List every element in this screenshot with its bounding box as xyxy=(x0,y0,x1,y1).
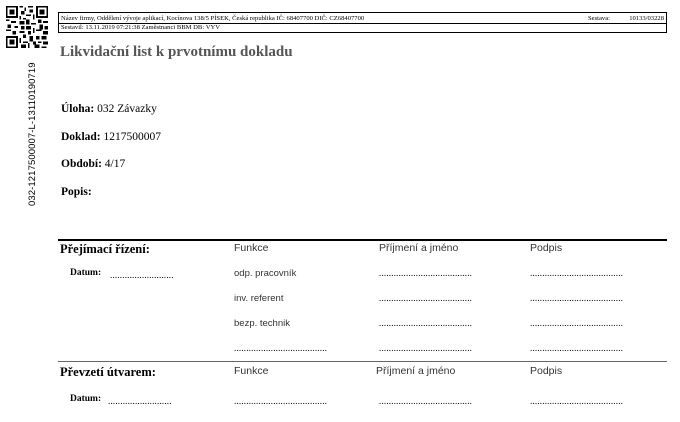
qr-code-icon xyxy=(6,6,48,48)
report-label: Sestava: xyxy=(588,15,610,22)
uloha-label: Úloha: xyxy=(61,103,95,115)
datum-label: Datum: xyxy=(70,394,102,404)
col-podpis: Podpis xyxy=(530,242,563,254)
document-code-text: 032-1217500007-L-13110190719 xyxy=(27,62,38,206)
field-popis xyxy=(61,186,92,198)
name-blank: ...................................... xyxy=(379,396,473,406)
col-podpis: Podpis xyxy=(530,365,563,377)
name-blank: ...................................... xyxy=(379,343,473,353)
col-jmeno: Příjmení a jméno xyxy=(376,365,456,377)
uloha-value: 032 Závazky xyxy=(97,103,157,115)
datum-blank: .......................... xyxy=(108,396,172,406)
datum-blank: .......................... xyxy=(110,270,174,280)
company-info: Název firmy, Oddělení vývoje aplikací, Kocínova 138/5 PÍSEK, Česká republika IČ: 68407700 DIČ: CZ68407700 xyxy=(61,15,365,22)
signature-blank: ...................................... xyxy=(530,318,624,328)
signature-blank: ...................................... xyxy=(530,396,624,406)
section-divider xyxy=(58,361,667,362)
role-inv-referent: inv. referent xyxy=(234,293,284,304)
role-blank: ...................................... xyxy=(234,396,328,406)
name-blank: ...................................... xyxy=(379,318,473,328)
compiled-info: Sestavil: 13.11.2019 07:21:38 Zaměstnanci BBM DB: VYV xyxy=(61,24,220,31)
obdobi-label: Období: xyxy=(61,158,102,170)
datum-label: Datum: xyxy=(70,268,102,278)
field-doklad xyxy=(61,131,161,143)
doklad-value: 1217500007 xyxy=(103,131,161,143)
popis-label: Popis: xyxy=(61,186,92,198)
page-title: Likvidační list k prvotnímu dokladu xyxy=(60,44,293,60)
doklad-label: Doklad: xyxy=(61,131,101,143)
signature-blank: ...................................... xyxy=(530,293,624,303)
field-obdobi xyxy=(61,158,125,170)
col-jmeno: Příjmení a jméno xyxy=(379,242,459,254)
name-blank: ...................................... xyxy=(379,268,473,278)
role-bezp-technik: bezp. technik xyxy=(234,318,290,329)
section-prevzeti-title: Převzetí útvarem: xyxy=(60,365,156,379)
field-uloha xyxy=(61,103,157,115)
obdobi-value: 4/17 xyxy=(104,158,126,170)
section-prejimaci-title: Přejímací řízení: xyxy=(60,242,150,256)
report-header-box xyxy=(58,12,667,33)
role-blank: ...................................... xyxy=(234,343,328,353)
col-funkce: Funkce xyxy=(234,365,269,377)
section-divider xyxy=(58,239,667,241)
col-funkce: Funkce xyxy=(234,242,269,254)
report-number: 10133/03228 xyxy=(629,15,664,22)
role-odp-pracovnik: odp. pracovník xyxy=(234,268,297,279)
signature-blank: ...................................... xyxy=(530,343,624,353)
signature-blank: ...................................... xyxy=(530,268,624,278)
name-blank: ...................................... xyxy=(379,293,473,303)
